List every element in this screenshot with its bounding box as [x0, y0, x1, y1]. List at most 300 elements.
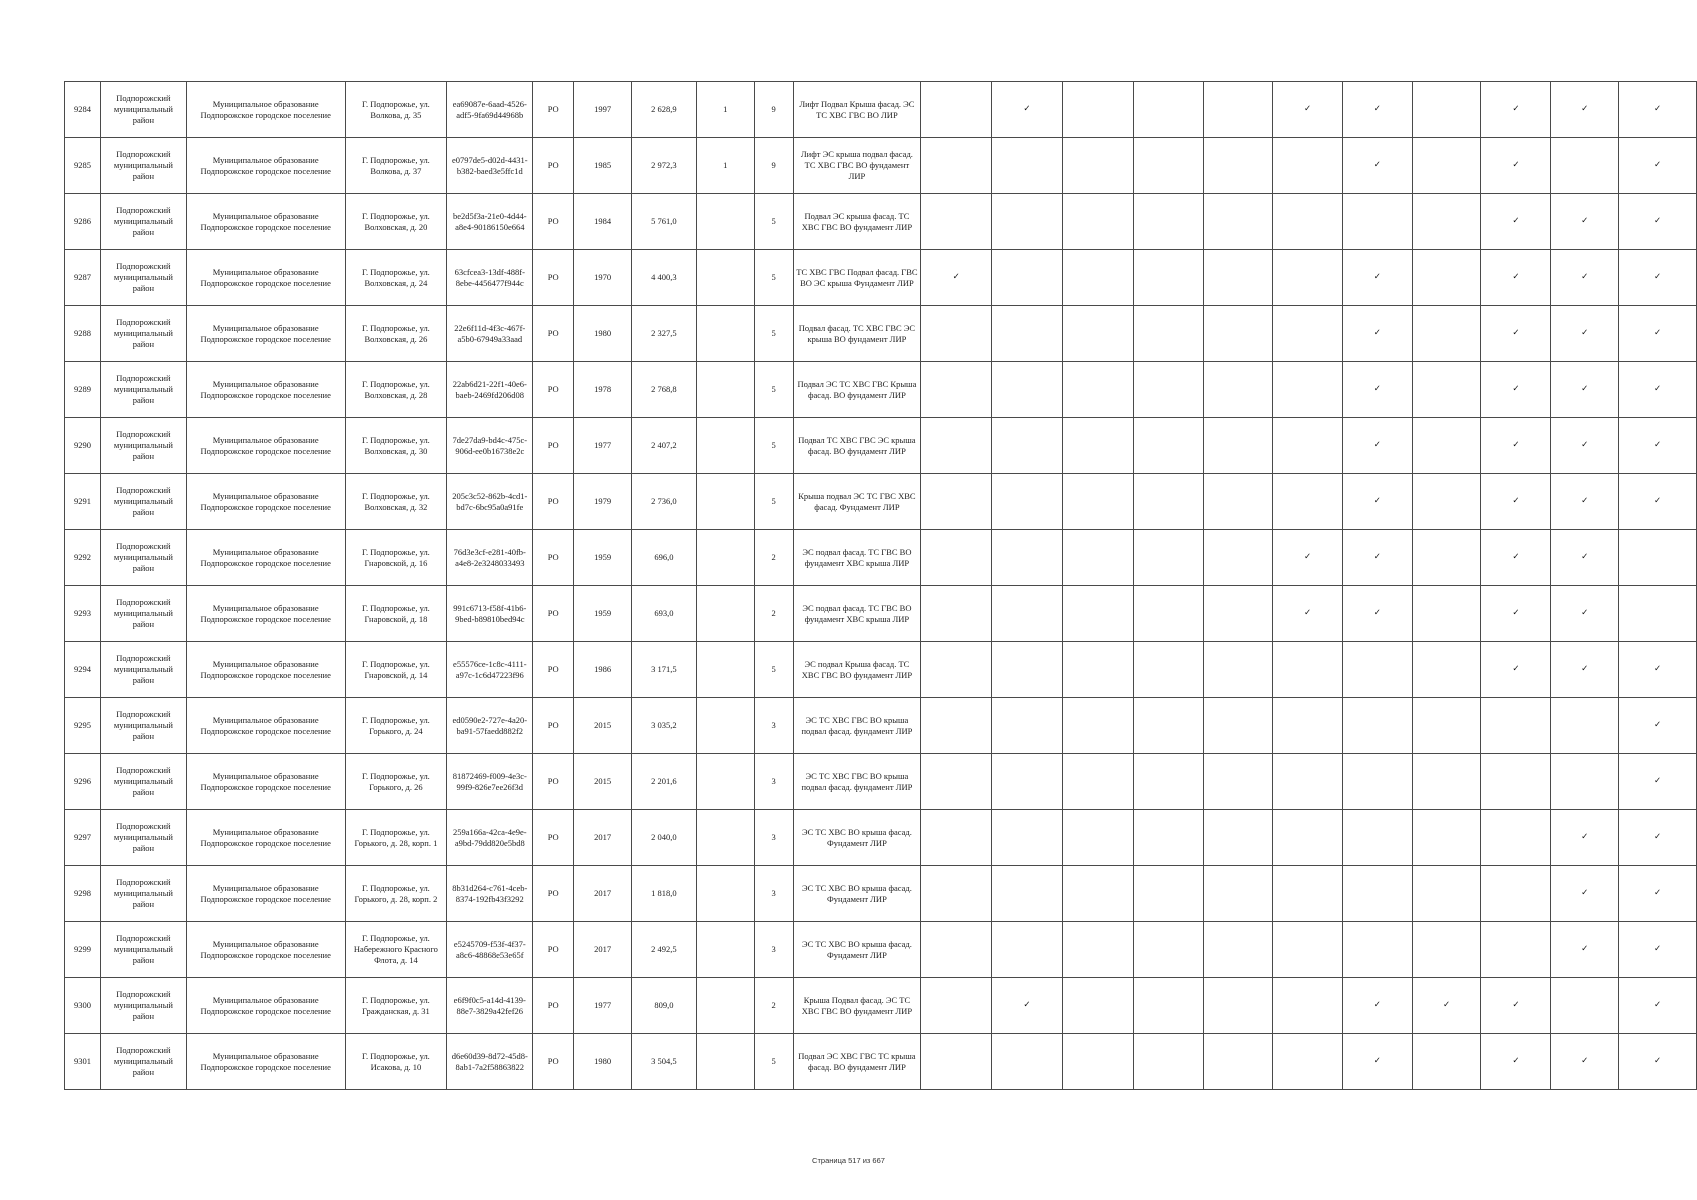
fund-type-cell: РО — [533, 866, 574, 922]
district-cell: Подпорожский муниципальный район — [100, 586, 186, 642]
checkmark-icon: ✓ — [1581, 272, 1589, 282]
checkmark-icon: ✓ — [1653, 888, 1662, 898]
lifts-cell — [696, 642, 754, 698]
work-check-cell-2 — [992, 1034, 1063, 1090]
municipality-cell: Муниципальное образование Подпорожское городское поселение — [186, 306, 345, 362]
row-number: 9291 — [65, 474, 101, 530]
work-check-cell-2 — [992, 362, 1063, 418]
work-check-cell-2 — [992, 586, 1063, 642]
year-cell: 1980 — [574, 1034, 632, 1090]
work-check-cell-9 — [1481, 586, 1551, 642]
year-cell: 1970 — [574, 250, 632, 306]
table-row — [65, 530, 1697, 586]
work-check-cell-3 — [1062, 474, 1133, 530]
work-check-cell-6 — [1273, 250, 1343, 306]
guid-cell: ed0590e2-727e-4a20-ba91-57faedd882f2 — [447, 698, 533, 754]
row-number: 9298 — [65, 866, 101, 922]
work-check-cell-6 — [1273, 810, 1343, 866]
floors-cell: 5 — [754, 250, 793, 306]
work-check-cell-7 — [1342, 418, 1412, 474]
work-check-cell-8 — [1412, 754, 1481, 810]
lifts-cell — [696, 418, 754, 474]
work-check-cell-4 — [1133, 754, 1204, 810]
table-row — [65, 474, 1697, 530]
floors-cell: 2 — [754, 586, 793, 642]
work-check-cell-9 — [1481, 866, 1551, 922]
area-cell: 2 628,9 — [632, 82, 697, 138]
work-check-cell-3 — [1062, 250, 1133, 306]
checkmark-icon: ✓ — [1653, 944, 1662, 954]
address-cell: Г. Подпорожье, ул. Горького, д. 24 — [345, 698, 447, 754]
works-list-cell: ЭС ТС ХВС ВО крыша фасад. Фундамент ЛИР — [793, 866, 921, 922]
work-check-cell-5 — [1204, 194, 1273, 250]
work-check-cell-1 — [921, 474, 992, 530]
work-check-cell-11 — [1619, 474, 1697, 530]
work-check-cell-2 — [992, 418, 1063, 474]
work-check-cell-6 — [1273, 194, 1343, 250]
work-check-cell-3 — [1062, 1034, 1133, 1090]
work-check-cell-4 — [1133, 530, 1204, 586]
work-check-cell-1 — [921, 418, 992, 474]
work-check-cell-6 — [1273, 866, 1343, 922]
checkmark-icon: ✓ — [1581, 552, 1589, 562]
lifts-cell — [696, 754, 754, 810]
district-cell: Подпорожский муниципальный район — [100, 362, 186, 418]
work-check-cell-2 — [992, 866, 1063, 922]
work-check-cell-6 — [1273, 418, 1343, 474]
row-number: 9297 — [65, 810, 101, 866]
work-check-cell-7 — [1342, 250, 1412, 306]
work-check-cell-2 — [992, 82, 1063, 138]
works-list-cell: Подвал фасад. ТС ХВС ГВС ЭС крыша ВО фундамент ЛИР — [793, 306, 921, 362]
fund-type-cell: РО — [533, 642, 574, 698]
work-check-cell-4 — [1133, 1034, 1204, 1090]
work-check-cell-7 — [1342, 474, 1412, 530]
work-check-cell-10 — [1551, 922, 1619, 978]
work-check-cell-1 — [921, 530, 992, 586]
work-check-cell-3 — [1062, 922, 1133, 978]
work-check-cell-11 — [1619, 866, 1697, 922]
floors-cell: 5 — [754, 306, 793, 362]
checkmark-icon: ✓ — [1373, 608, 1381, 618]
work-check-cell-9 — [1481, 810, 1551, 866]
work-check-cell-3 — [1062, 194, 1133, 250]
work-check-cell-11 — [1619, 810, 1697, 866]
municipality-cell: Муниципальное образование Подпорожское городское поселение — [186, 922, 345, 978]
lifts-cell: 1 — [696, 82, 754, 138]
district-cell: Подпорожский муниципальный район — [100, 530, 186, 586]
checkmark-icon: ✓ — [1512, 1056, 1520, 1066]
work-check-cell-2 — [992, 754, 1063, 810]
work-check-cell-4 — [1133, 250, 1204, 306]
checkmark-icon: ✓ — [1581, 944, 1589, 954]
municipality-cell: Муниципальное образование Подпорожское городское поселение — [186, 530, 345, 586]
work-check-cell-8 — [1412, 1034, 1481, 1090]
checkmark-icon: ✓ — [1373, 104, 1381, 114]
work-check-cell-11 — [1619, 586, 1697, 642]
fund-type-cell: РО — [533, 530, 574, 586]
checkmark-icon: ✓ — [1653, 720, 1662, 730]
checkmark-icon: ✓ — [1373, 328, 1381, 338]
lifts-cell — [696, 306, 754, 362]
work-check-cell-8 — [1412, 474, 1481, 530]
work-check-cell-11 — [1619, 362, 1697, 418]
work-check-cell-6 — [1273, 978, 1343, 1034]
guid-cell: 991c6713-f58f-41b6-9bed-b89810bed94c — [447, 586, 533, 642]
municipality-cell: Муниципальное образование Подпорожское городское поселение — [186, 82, 345, 138]
work-check-cell-5 — [1204, 418, 1273, 474]
work-check-cell-11 — [1619, 194, 1697, 250]
address-cell: Г. Подпорожье, ул. Волховская, д. 32 — [345, 474, 447, 530]
lifts-cell — [696, 866, 754, 922]
work-check-cell-6 — [1273, 530, 1343, 586]
row-number: 9300 — [65, 978, 101, 1034]
lifts-cell — [696, 978, 754, 1034]
work-check-cell-6 — [1273, 362, 1343, 418]
work-check-cell-8 — [1412, 642, 1481, 698]
checkmark-icon: ✓ — [1373, 160, 1381, 170]
page-footer: Страница 517 из 667 — [812, 1156, 885, 1165]
guid-cell: 76d3e3cf-e281-40fb-a4e8-2e3248033493 — [447, 530, 533, 586]
work-check-cell-3 — [1062, 418, 1133, 474]
work-check-cell-8 — [1412, 698, 1481, 754]
guid-cell: 259a166a-42ca-4e9e-a9bd-79dd820e5bd8 — [447, 810, 533, 866]
work-check-cell-6 — [1273, 754, 1343, 810]
work-check-cell-4 — [1133, 474, 1204, 530]
work-check-cell-4 — [1133, 138, 1204, 194]
housing-register-table — [64, 81, 1697, 1090]
checkmark-icon: ✓ — [952, 272, 960, 282]
work-check-cell-11 — [1619, 82, 1697, 138]
address-cell: Г. Подпорожье, ул. Горького, д. 28, корп. 1 — [345, 810, 447, 866]
work-check-cell-4 — [1133, 586, 1204, 642]
area-cell: 2 040,0 — [632, 810, 697, 866]
work-check-cell-7 — [1342, 754, 1412, 810]
address-cell: Г. Подпорожье, ул. Волховская, д. 28 — [345, 362, 447, 418]
year-cell: 2015 — [574, 698, 632, 754]
floors-cell: 9 — [754, 138, 793, 194]
work-check-cell-5 — [1204, 306, 1273, 362]
work-check-cell-10 — [1551, 586, 1619, 642]
work-check-cell-2 — [992, 250, 1063, 306]
district-cell: Подпорожский муниципальный район — [100, 810, 186, 866]
checkmark-icon: ✓ — [1581, 608, 1589, 618]
work-check-cell-8 — [1412, 922, 1481, 978]
work-check-cell-9 — [1481, 530, 1551, 586]
work-check-cell-2 — [992, 698, 1063, 754]
work-check-cell-6 — [1273, 586, 1343, 642]
work-check-cell-11 — [1619, 698, 1697, 754]
work-check-cell-3 — [1062, 362, 1133, 418]
table-row — [65, 810, 1697, 866]
area-cell: 693,0 — [632, 586, 697, 642]
work-check-cell-1 — [921, 866, 992, 922]
table-row — [65, 1034, 1697, 1090]
work-check-cell-1 — [921, 362, 992, 418]
row-number: 9292 — [65, 530, 101, 586]
work-check-cell-3 — [1062, 530, 1133, 586]
work-check-cell-5 — [1204, 810, 1273, 866]
area-cell: 2 972,3 — [632, 138, 697, 194]
table-row — [65, 978, 1697, 1034]
work-check-cell-2 — [992, 306, 1063, 362]
fund-type-cell: РО — [533, 922, 574, 978]
work-check-cell-4 — [1133, 418, 1204, 474]
area-cell: 2 492,5 — [632, 922, 697, 978]
work-check-cell-7 — [1342, 586, 1412, 642]
work-check-cell-5 — [1204, 698, 1273, 754]
checkmark-icon: ✓ — [1512, 664, 1520, 674]
table-row — [65, 418, 1697, 474]
work-check-cell-6 — [1273, 138, 1343, 194]
work-check-cell-6 — [1273, 1034, 1343, 1090]
work-check-cell-10 — [1551, 978, 1619, 1034]
work-check-cell-5 — [1204, 530, 1273, 586]
fund-type-cell: РО — [533, 810, 574, 866]
floors-cell: 2 — [754, 978, 793, 1034]
work-check-cell-10 — [1551, 698, 1619, 754]
municipality-cell: Муниципальное образование Подпорожское городское поселение — [186, 1034, 345, 1090]
work-check-cell-4 — [1133, 362, 1204, 418]
checkmark-icon: ✓ — [1373, 552, 1381, 562]
area-cell: 2 768,8 — [632, 362, 697, 418]
checkmark-icon: ✓ — [1581, 1056, 1589, 1066]
checkmark-icon: ✓ — [1581, 664, 1589, 674]
checkmark-icon: ✓ — [1581, 384, 1589, 394]
work-check-cell-11 — [1619, 138, 1697, 194]
fund-type-cell: РО — [533, 698, 574, 754]
fund-type-cell: РО — [533, 138, 574, 194]
work-check-cell-2 — [992, 194, 1063, 250]
work-check-cell-5 — [1204, 82, 1273, 138]
district-cell: Подпорожский муниципальный район — [100, 1034, 186, 1090]
work-check-cell-3 — [1062, 978, 1133, 1034]
lifts-cell — [696, 586, 754, 642]
guid-cell: 22e6f11d-4f3c-467f-a5b0-67949a33aad — [447, 306, 533, 362]
floors-cell: 3 — [754, 866, 793, 922]
works-list-cell: ЭС подвал фасад. ТС ГВС ВО фундамент ХВС крыша ЛИР — [793, 586, 921, 642]
year-cell: 1980 — [574, 306, 632, 362]
lifts-cell — [696, 810, 754, 866]
work-check-cell-2 — [992, 530, 1063, 586]
checkmark-icon: ✓ — [1653, 384, 1662, 394]
work-check-cell-2 — [992, 922, 1063, 978]
area-cell: 2 736,0 — [632, 474, 697, 530]
area-cell: 2 327,5 — [632, 306, 697, 362]
address-cell: Г. Подпорожье, ул. Волкова, д. 37 — [345, 138, 447, 194]
year-cell: 1997 — [574, 82, 632, 138]
work-check-cell-10 — [1551, 194, 1619, 250]
lifts-cell: 1 — [696, 138, 754, 194]
floors-cell: 5 — [754, 418, 793, 474]
work-check-cell-6 — [1273, 922, 1343, 978]
checkmark-icon: ✓ — [1581, 888, 1589, 898]
work-check-cell-11 — [1619, 418, 1697, 474]
checkmark-icon: ✓ — [1373, 496, 1381, 506]
floors-cell: 5 — [754, 474, 793, 530]
work-check-cell-10 — [1551, 866, 1619, 922]
work-check-cell-8 — [1412, 586, 1481, 642]
guid-cell: e6f9f0c5-a14d-4139-88e7-3829a42fef26 — [447, 978, 533, 1034]
work-check-cell-10 — [1551, 1034, 1619, 1090]
work-check-cell-1 — [921, 306, 992, 362]
guid-cell: 22ab6d21-22f1-40e6-baeb-2469fd206d08 — [447, 362, 533, 418]
checkmark-icon: ✓ — [1653, 160, 1662, 170]
work-check-cell-3 — [1062, 866, 1133, 922]
district-cell: Подпорожский муниципальный район — [100, 418, 186, 474]
checkmark-icon: ✓ — [1581, 216, 1589, 226]
work-check-cell-7 — [1342, 922, 1412, 978]
checkmark-icon: ✓ — [1023, 1000, 1031, 1010]
work-check-cell-8 — [1412, 82, 1481, 138]
checkmark-icon: ✓ — [1653, 1000, 1662, 1010]
checkmark-icon: ✓ — [1303, 608, 1312, 618]
work-check-cell-9 — [1481, 922, 1551, 978]
lifts-cell — [696, 194, 754, 250]
checkmark-icon: ✓ — [1581, 832, 1589, 842]
work-check-cell-3 — [1062, 810, 1133, 866]
work-check-cell-5 — [1204, 642, 1273, 698]
works-list-cell: Лифт Подвал Крыша фасад. ЭС ТС ХВС ГВС ВО ЛИР — [793, 82, 921, 138]
works-list-cell: ЭС ТС ХВС ГВС ВО крыша подвал фасад. фундамент ЛИР — [793, 754, 921, 810]
checkmark-icon: ✓ — [1303, 552, 1312, 562]
fund-type-cell: РО — [533, 586, 574, 642]
checkmark-icon: ✓ — [1373, 440, 1381, 450]
fund-type-cell: РО — [533, 194, 574, 250]
work-check-cell-8 — [1412, 810, 1481, 866]
municipality-cell: Муниципальное образование Подпорожское городское поселение — [186, 138, 345, 194]
guid-cell: e55576ce-1c8c-4111-a97c-1c6d47223f96 — [447, 642, 533, 698]
work-check-cell-10 — [1551, 642, 1619, 698]
work-check-cell-7 — [1342, 978, 1412, 1034]
lifts-cell — [696, 530, 754, 586]
year-cell: 1959 — [574, 586, 632, 642]
floors-cell: 3 — [754, 922, 793, 978]
work-check-cell-11 — [1619, 1034, 1697, 1090]
work-check-cell-6 — [1273, 698, 1343, 754]
work-check-cell-4 — [1133, 306, 1204, 362]
work-check-cell-1 — [921, 642, 992, 698]
address-cell: Г. Подпорожье, ул. Гнаровской, д. 14 — [345, 642, 447, 698]
work-check-cell-7 — [1342, 362, 1412, 418]
checkmark-icon: ✓ — [1023, 104, 1031, 114]
fund-type-cell: РО — [533, 418, 574, 474]
checkmark-icon: ✓ — [1373, 272, 1381, 282]
checkmark-icon: ✓ — [1373, 384, 1381, 394]
work-check-cell-3 — [1062, 754, 1133, 810]
work-check-cell-4 — [1133, 978, 1204, 1034]
fund-type-cell: РО — [533, 754, 574, 810]
work-check-cell-1 — [921, 1034, 992, 1090]
municipality-cell: Муниципальное образование Подпорожское городское поселение — [186, 418, 345, 474]
work-check-cell-3 — [1062, 82, 1133, 138]
table-body — [65, 82, 1697, 1090]
row-number: 9284 — [65, 82, 101, 138]
guid-cell: 8b31d264-c761-4ceb-8374-192fb43f3292 — [447, 866, 533, 922]
row-number: 9286 — [65, 194, 101, 250]
work-check-cell-11 — [1619, 250, 1697, 306]
work-check-cell-9 — [1481, 1034, 1551, 1090]
district-cell: Подпорожский муниципальный район — [100, 250, 186, 306]
checkmark-icon: ✓ — [1512, 1000, 1520, 1010]
work-check-cell-8 — [1412, 866, 1481, 922]
work-check-cell-7 — [1342, 810, 1412, 866]
work-check-cell-3 — [1062, 306, 1133, 362]
table-row — [65, 194, 1697, 250]
work-check-cell-7 — [1342, 138, 1412, 194]
checkmark-icon: ✓ — [1512, 608, 1520, 618]
work-check-cell-7 — [1342, 306, 1412, 362]
work-check-cell-8 — [1412, 250, 1481, 306]
row-number: 9294 — [65, 642, 101, 698]
floors-cell: 3 — [754, 698, 793, 754]
work-check-cell-3 — [1062, 642, 1133, 698]
row-number: 9288 — [65, 306, 101, 362]
work-check-cell-4 — [1133, 866, 1204, 922]
year-cell: 1977 — [574, 418, 632, 474]
fund-type-cell: РО — [533, 306, 574, 362]
work-check-cell-9 — [1481, 698, 1551, 754]
area-cell: 3 171,5 — [632, 642, 697, 698]
fund-type-cell: РО — [533, 978, 574, 1034]
work-check-cell-9 — [1481, 642, 1551, 698]
work-check-cell-7 — [1342, 194, 1412, 250]
municipality-cell: Муниципальное образование Подпорожское городское поселение — [186, 978, 345, 1034]
floors-cell: 2 — [754, 530, 793, 586]
work-check-cell-9 — [1481, 418, 1551, 474]
work-check-cell-5 — [1204, 474, 1273, 530]
municipality-cell: Муниципальное образование Подпорожское городское поселение — [186, 698, 345, 754]
checkmark-icon: ✓ — [1373, 1056, 1381, 1066]
municipality-cell: Муниципальное образование Подпорожское городское поселение — [186, 586, 345, 642]
works-list-cell: ЭС подвал Крыша фасад. ТС ХВС ГВС ВО фундамент ЛИР — [793, 642, 921, 698]
guid-cell: ea69087e-6aad-4526-adf5-9fa69d44968b — [447, 82, 533, 138]
area-cell: 3 504,5 — [632, 1034, 697, 1090]
works-list-cell: ЭС подвал фасад. ТС ГВС ВО фундамент ХВС крыша ЛИР — [793, 530, 921, 586]
district-cell: Подпорожский муниципальный район — [100, 474, 186, 530]
year-cell: 1985 — [574, 138, 632, 194]
work-check-cell-5 — [1204, 754, 1273, 810]
works-list-cell: ЭС ТС ХВС ГВС ВО крыша подвал фасад. фундамент ЛИР — [793, 698, 921, 754]
lifts-cell — [696, 1034, 754, 1090]
address-cell: Г. Подпорожье, ул. Горького, д. 28, корп. 2 — [345, 866, 447, 922]
guid-cell: e0797de5-d02d-4431-b382-baed3e5ffc1d — [447, 138, 533, 194]
guid-cell: 81872469-f009-4e3c-99f9-826e7ee26f3d — [447, 754, 533, 810]
work-check-cell-6 — [1273, 306, 1343, 362]
table-row — [65, 250, 1697, 306]
work-check-cell-7 — [1342, 82, 1412, 138]
work-check-cell-3 — [1062, 698, 1133, 754]
district-cell: Подпорожский муниципальный район — [100, 698, 186, 754]
work-check-cell-10 — [1551, 754, 1619, 810]
floors-cell: 3 — [754, 754, 793, 810]
checkmark-icon: ✓ — [1653, 440, 1662, 450]
work-check-cell-10 — [1551, 138, 1619, 194]
fund-type-cell: РО — [533, 250, 574, 306]
work-check-cell-2 — [992, 978, 1063, 1034]
municipality-cell: Муниципальное образование Подпорожское городское поселение — [186, 810, 345, 866]
lifts-cell — [696, 250, 754, 306]
work-check-cell-6 — [1273, 82, 1343, 138]
work-check-cell-10 — [1551, 306, 1619, 362]
work-check-cell-1 — [921, 82, 992, 138]
lifts-cell — [696, 922, 754, 978]
work-check-cell-9 — [1481, 82, 1551, 138]
municipality-cell: Муниципальное образование Подпорожское городское поселение — [186, 754, 345, 810]
work-check-cell-5 — [1204, 978, 1273, 1034]
district-cell: Подпорожский муниципальный район — [100, 754, 186, 810]
works-list-cell: ЭС ТС ХВС ВО крыша фасад. Фундамент ЛИР — [793, 810, 921, 866]
